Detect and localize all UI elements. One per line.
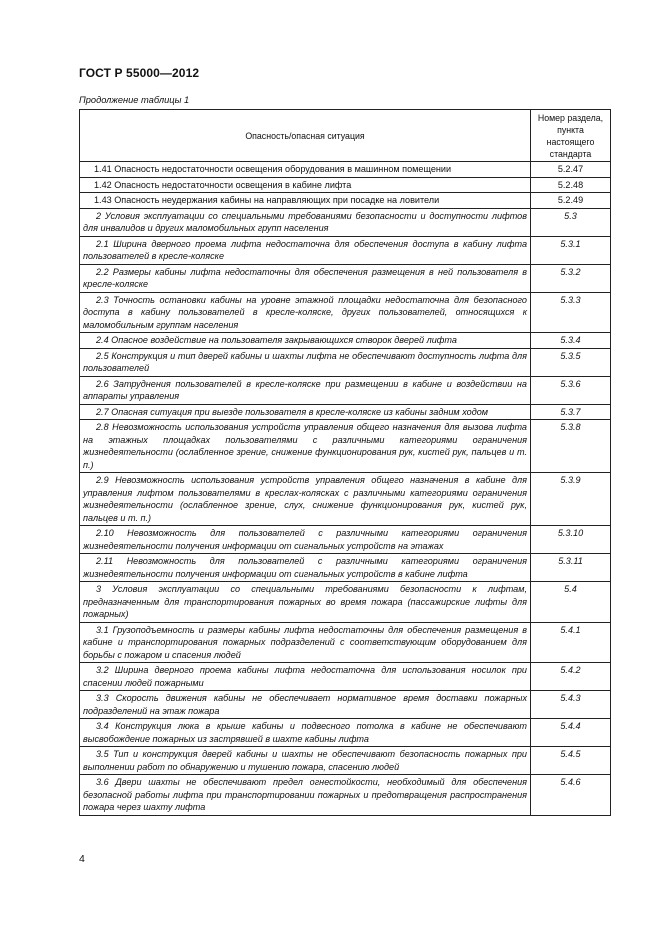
section-number: 5.3.2 <box>531 264 611 292</box>
hazard-description: 2.3 Точность остановки кабины на уровне этажной площадки недостаточна для безопасного доступа в кабину пользователей в кресле-коляске, других пользователей, относящихся к маломобильным группам населения <box>80 292 531 333</box>
column-header-section-number: Номер раздела, пункта настоящего стандарта <box>531 110 611 162</box>
hazard-description: 1.43 Опасность неудержания кабины на направляющих при посадке на ловители <box>80 193 531 209</box>
table-row <box>80 719 611 747</box>
hazard-description: 2.1 Ширина дверного проема лифта недостаточна для обеспечения доступа в кабину лифта пользователей в кресле-коляске <box>80 236 531 264</box>
table-continuation-caption: Продолжение таблицы 1 <box>79 95 190 105</box>
section-number: 5.3.7 <box>531 404 611 420</box>
table-row <box>80 404 611 420</box>
table-row <box>80 162 611 178</box>
page-number: 4 <box>79 853 85 865</box>
table-row <box>80 473 611 526</box>
hazard-description: 3.2 Ширина дверного проема кабины лифта недостаточна для использования носилок при спасении людей пожарными <box>80 663 531 691</box>
section-number: 5.2.49 <box>531 193 611 209</box>
table-row <box>80 526 611 554</box>
section-number: 5.4.4 <box>531 719 611 747</box>
section-number: 5.3.8 <box>531 420 611 473</box>
table-row <box>80 292 611 333</box>
table-row <box>80 554 611 582</box>
table-row <box>80 177 611 193</box>
section-number: 5.4.2 <box>531 663 611 691</box>
hazard-description: 2.8 Невозможность использования устройств управления общего назначения для вызова лифта на этажных площадках пользователями с различными категориями ограничения жизнедеятельности (ослабленное зрение, снижение функционирования рук, кистей рук, пальцев и т. п.) <box>80 420 531 473</box>
hazard-description: 2.5 Конструкция и тип дверей кабины и шахты лифта не обеспечивают доступность лифта для пользователей <box>80 348 531 376</box>
section-number: 5.4.1 <box>531 622 611 663</box>
hazard-description: 1.41 Опасность недостаточности освещения оборудования в машинном помещении <box>80 162 531 178</box>
section-number: 5.3.1 <box>531 236 611 264</box>
hazard-description: 2.4 Опасное воздействие на пользователя закрывающихся створок дверей лифта <box>80 333 531 349</box>
column-header-hazard: Опасность/опасная ситуация <box>80 110 531 162</box>
section-number: 5.3.10 <box>531 526 611 554</box>
section-number: 5.3 <box>531 208 611 236</box>
table-row <box>80 747 611 775</box>
table-row <box>80 348 611 376</box>
table-row <box>80 420 611 473</box>
hazard-description: 3.6 Двери шахты не обеспечивают предел огнестойкости, необходимый для обеспечения безопасной работы лифта при транспортировании пожарных и предотвращения распространения пожара через шахту лифта <box>80 775 531 816</box>
section-number: 5.4.3 <box>531 691 611 719</box>
table-row <box>80 622 611 663</box>
hazard-description: 3.5 Тип и конструкция дверей кабины и шахты не обеспечивают безопасность пожарных при выполнении работ по обнаружению и тушению пожара, спасению людей <box>80 747 531 775</box>
hazard-description: 2.7 Опасная ситуация при выезде пользователя в кресле-коляске из кабины задним ходом <box>80 404 531 420</box>
hazard-description: 2.11 Невозможность для пользователей с различными категориями ограничения жизнедеятельности получения информации от сигнальных устройств в кабине лифта <box>80 554 531 582</box>
hazard-description: 2 Условия эксплуатации со специальными требованиями безопасности и доступности лифтов для инвалидов и других маломобильных групп населения <box>80 208 531 236</box>
hazard-description: 2.9 Невозможность использования устройств управления общего назначения в кабине для управления лифтом пользователями в креслах-колясках с различными категориями ограничения жизнедеятельности (ослабленное зрение, слух, снижение функционирования рук, кистей рук, пальцев и т. п.) <box>80 473 531 526</box>
hazard-description: 2.10 Невозможность для пользователей с различными категориями ограничения жизнедеятельности получения информации от сигнальных устройств на этажах <box>80 526 531 554</box>
table-row <box>80 208 611 236</box>
table-row <box>80 264 611 292</box>
table-row <box>80 193 611 209</box>
section-number: 5.3.9 <box>531 473 611 526</box>
document-code: ГОСТ Р 55000—2012 <box>79 66 200 80</box>
hazards-table <box>79 109 611 816</box>
section-number: 5.3.5 <box>531 348 611 376</box>
section-number: 5.2.48 <box>531 177 611 193</box>
hazard-description: 2.2 Размеры кабины лифта недостаточны для обеспечения размещения в ней пользователя в кресле-коляске <box>80 264 531 292</box>
table-row <box>80 376 611 404</box>
table-row <box>80 582 611 623</box>
section-number: 5.4 <box>531 582 611 623</box>
hazard-description: 1.42 Опасность недостаточности освещения в кабине лифта <box>80 177 531 193</box>
hazard-description: 3.4 Конструкция люка в крыше кабины и подвесного потолка в кабине не обеспечивают высвобождение пожарных из застрявшей в шахте кабины лифта <box>80 719 531 747</box>
table-row <box>80 691 611 719</box>
section-number: 5.3.11 <box>531 554 611 582</box>
table-row <box>80 333 611 349</box>
section-number: 5.4.5 <box>531 747 611 775</box>
hazard-description: 2.6 Затруднения пользователей в кресле-коляске при размещении в кабине и воздействии на аппараты управления <box>80 376 531 404</box>
section-number: 5.2.47 <box>531 162 611 178</box>
hazard-description: 3.1 Грузоподъемность и размеры кабины лифта недостаточны для обеспечения размещения в кабине и транспортирования пожарных подразделений с соответствующим оборудованием для борьбы с пожаром и спасения людей <box>80 622 531 663</box>
section-number: 5.3.3 <box>531 292 611 333</box>
table-header-row <box>80 110 611 162</box>
table-row <box>80 236 611 264</box>
section-number: 5.3.4 <box>531 333 611 349</box>
hazard-description: 3 Условия эксплуатации со специальными требованиями безопасности к лифтам, предназначенным для транспортирования пожарных во время пожара (пассажирские лифты для пожарных) <box>80 582 531 623</box>
section-number: 5.4.6 <box>531 775 611 816</box>
table-row <box>80 663 611 691</box>
table-row <box>80 775 611 816</box>
section-number: 5.3.6 <box>531 376 611 404</box>
hazard-description: 3.3 Скорость движения кабины не обеспечивает нормативное время доставки пожарных подразделений на этаж пожара <box>80 691 531 719</box>
